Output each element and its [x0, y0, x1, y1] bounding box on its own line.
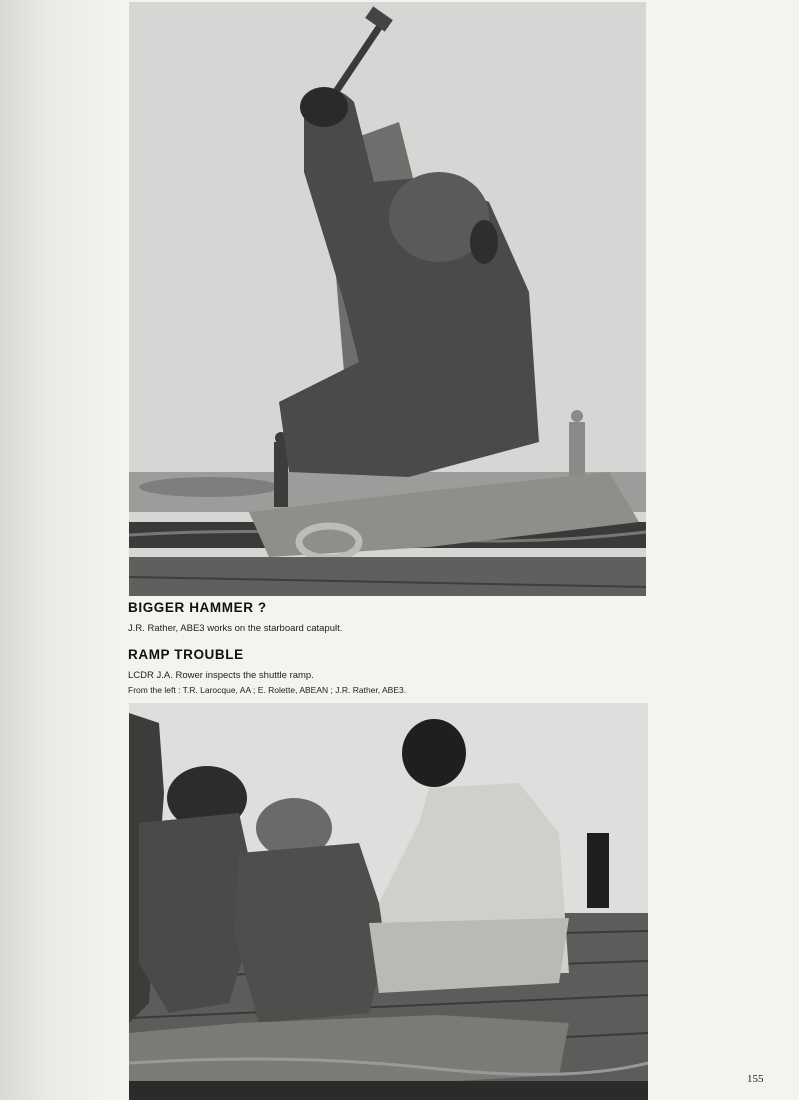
photo-top-illustration: [129, 2, 646, 596]
page-number: 155: [747, 1073, 764, 1085]
photo-sailor-hammering-catapult: [129, 2, 646, 596]
caption-title-ramp-trouble: RAMP TROUBLE: [128, 647, 244, 662]
caption-names-ramp-trouble: From the left : T.R. Larocque, AA ; E. Rolette, ABEAN ; J.R. Rather, ABE3.: [128, 685, 407, 695]
caption-text-bigger-hammer: J.R. Rather, ABE3 works on the starboard catapult.: [128, 623, 343, 634]
page-gutter-shade: [0, 0, 120, 1100]
photo-crew-inspecting-ramp: [129, 703, 648, 1100]
caption-text-ramp-trouble: LCDR J.A. Rower inspects the shuttle ramp.: [128, 670, 314, 681]
photo-bottom-illustration: [129, 703, 648, 1100]
caption-title-bigger-hammer: BIGGER HAMMER ?: [128, 600, 267, 615]
